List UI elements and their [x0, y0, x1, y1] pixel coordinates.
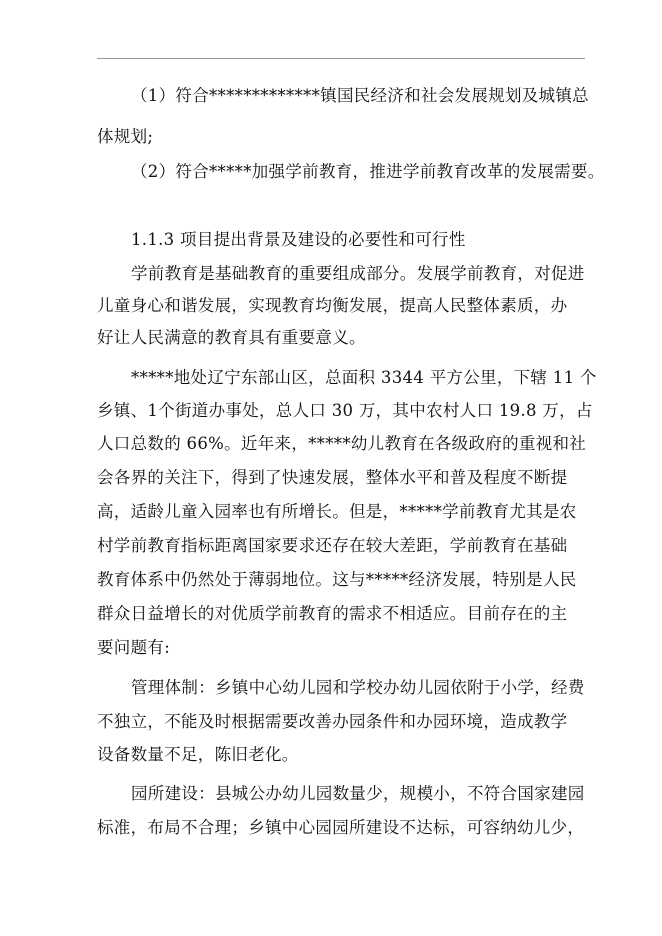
text-line: *****地处辽宁东部山区，总面积 3344 平方公里，下辖 11 个: [131, 368, 597, 387]
text-line: 学前教育是基础教育的重要组成部分。发展学前教育，对促进: [131, 264, 585, 283]
text-line: 儿童身心和谐发展，实现教育均衡发展，提高人民整体素质，办: [97, 296, 568, 315]
text-line: 体规划;: [97, 127, 154, 146]
text-line: （1）符合*************镇国民经济和社会发展规划及城镇总: [131, 86, 589, 105]
text-line: 管理体制：乡镇中心幼儿园和学校办幼儿园依附于小学，经费: [131, 678, 585, 697]
text-line: 标准，布局不合理；乡镇中心园园所建设不达标，可容纳幼儿少，: [97, 818, 585, 837]
text-line: 群众日益增长的对优质学前教育的需求不相适应。目前存在的主: [97, 604, 568, 623]
text-line: 园所建设：县城公办幼儿园数量少，规模小，不符合国家建园: [131, 784, 585, 803]
text-line: 设备数量不足，陈旧老化。: [97, 745, 299, 764]
text-line: 要问题有:: [97, 638, 171, 657]
text-line: 不独立，不能及时根据需要改善办园条件和办园环境，造成教学: [97, 712, 568, 731]
text-line: 乡镇、1个街道办事处，总人口 30 万，其中农村人口 19.8 万，占: [97, 401, 593, 420]
header-rule: [97, 58, 585, 59]
text-line: 教育体系中仍然处于薄弱地位。这与*****经济发展，特别是人民: [97, 570, 577, 589]
section-heading: 1.1.3 项目提出背景及建设的必要性和可行性: [131, 230, 466, 249]
text-line: 高，适龄儿童入园率也有所增长。但是，*****学前教育尤其是农: [97, 502, 577, 521]
text-line: 会各界的关注下，得到了快速发展，整体水平和普及程度不断提: [97, 468, 568, 487]
text-line: 人口总数的 66%。近年来，*****幼儿教育在各级政府的重视和社: [97, 434, 587, 453]
text-line: （2）符合*****加强学前教育，推进学前教育改革的发展需要。: [131, 162, 605, 181]
text-line: 村学前教育指标距离国家要求还存在较大差距，学前教育在基础: [97, 536, 568, 555]
text-line: 好让人民满意的教育具有重要意义。: [97, 328, 366, 347]
